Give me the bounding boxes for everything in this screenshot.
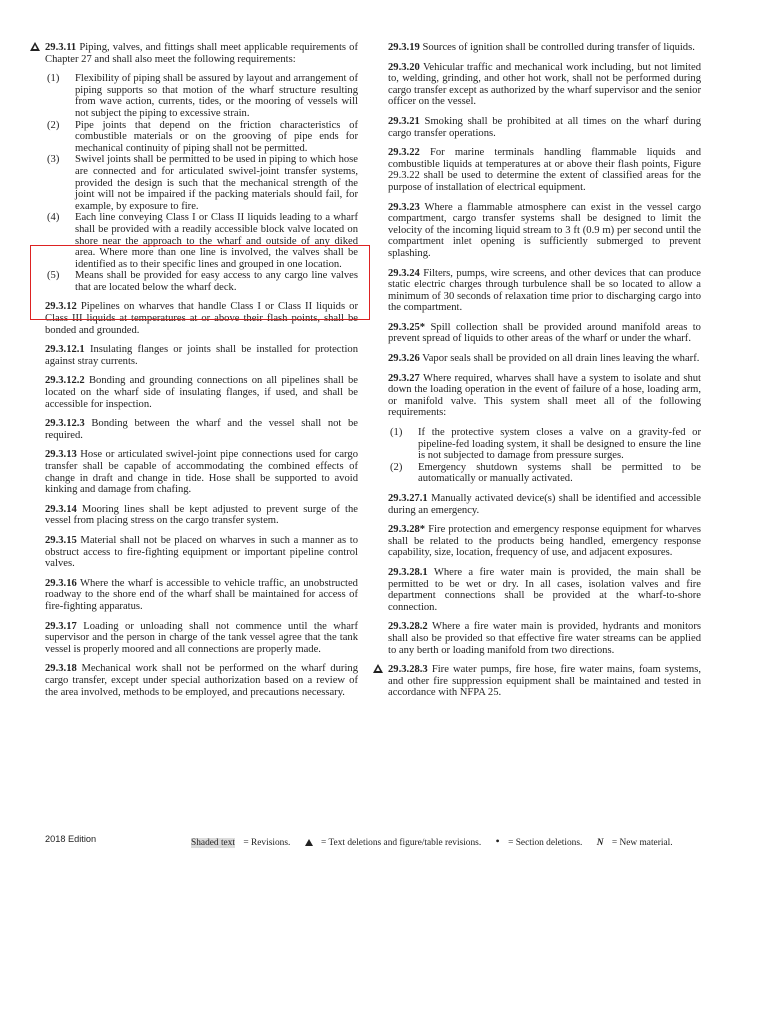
section-paragraph [388,493,701,516]
section-paragraph [45,449,358,495]
section-paragraph [45,42,358,65]
section-number: 29.3.28.1 [388,566,428,578]
section-number: 29.3.12.2 [45,375,85,387]
shaded-desc: = Revisions. [241,838,291,848]
section-number: 29.3.24 [388,267,420,279]
list-item-text: Each line conveying Class I or Class II liquids leading to a wharf shall be provided with a readily accessible block valve located on shore near the approach to the wharf and outside of any diked area. Where more than one line is involved, the valves shall be identified as to their specific lines and grouped in one location. [75,212,358,270]
list-item-text: Emergency shutdown systems shall be permitted to be automatically or manually activated. [418,461,701,485]
section-text: Piping, valves, and fittings shall meet applicable requirements of Chapter 27 and shall also meet the following requirements: [45,42,358,65]
section-paragraph [388,268,701,314]
list-item-number: (1) [390,427,403,439]
highlight-box [30,245,370,320]
section-paragraph [45,375,358,410]
section-text: Mechanical work shall not be performed on the wharf during cargo transfer, except under special authorization based on a review of the area involved, methods to be employed, and precautions necessary. [45,663,358,698]
section-paragraph [45,504,358,527]
section-text: Material shall not be placed on wharves in such a manner as to obstruct access to fire-fighting equipment or important pipeline control valves. [45,534,358,570]
section-text: Where required, wharves shall have a system to isolate and shut down the loading operation in the event of failure of a hose, loading arm, or manifold valve. This system shall meet all of the following requirements: [388,372,701,419]
section-text: Hose or articulated swivel-joint pipe connections used for cargo transfer shall be capable of accommodating the combined effects of change in draft and change in tide. Hose shall be supported to avoid kinking and damage from chafing. [45,449,358,496]
revision-legend [191,834,685,849]
list-item-number: (2) [47,119,60,131]
section-number: 29.3.21 [388,115,420,127]
section-text: Mooring lines shall be kept adjusted to prevent surge of the vessel from placing stress on the cargo transfer system. [45,503,358,527]
section-number: 29.3.27 [388,372,420,384]
section-number: 29.3.26 [388,353,420,365]
section-text: Filters, pumps, wire screens, and other devices that can produce static electric charges through turbulence shall be so located to allow a minimum of 30 seconds of relaxation time prior to discharging cargo into the compartment. [388,267,701,314]
section-paragraph [388,42,701,54]
section-paragraph [388,373,701,419]
section-text: Sources of ignition shall be controlled during transfer of liquids. [422,42,695,53]
section-text: For marine terminals handling flammable liquids and combustible liquids at temperatures at or above their flash points, Figure 29.3.22 shall be used to determine the extent of classified areas for the purpose of installation of electrical equipment. [388,147,701,193]
section-number: 29.3.19 [388,42,420,53]
bullet-desc: = Section deletions. [505,838,583,848]
list-item-text: Pipe joints that depend on the friction characteristics of combustible materials or on the grooving of pipe ends for mechanical continuity of piping shall not be permitted. [75,119,358,154]
section-number: 29.3.25* [388,321,426,333]
section-number: 29.3.12 [45,301,77,313]
section-number: 29.3.27.1 [388,493,428,504]
section-text: Vapor seals shall be provided on all drain lines leaving the wharf. [422,353,700,365]
section-text: Where a fire water main is provided, hydrants and monitors shall also be provided so that effective fire water streams can be applied to any berth or loading manifold from two directions. [388,621,701,656]
new-material-icon: N [596,838,604,848]
section-paragraph [45,663,358,698]
section-text: Pipelines on wharves that handle Class I or Class II liquids or Class III liquids at temperatures at or above their flash points, shall be bonded and grounded. [45,301,358,336]
list-item-text: Swivel joints shall be permitted to be used in piping to which hose are connected and for articulated swivel-joint transfer systems, provided the design is such that the mechanical strength of the joint will not be impaired if the packing materials should fail, for example, by exposure to fire. [75,154,358,212]
section-paragraph [388,62,701,108]
list-item-number: (5) [47,270,60,282]
right-column [388,42,701,707]
section-number: 29.3.13 [45,449,77,461]
section-number: 29.3.18 [45,663,77,675]
list-item-number: (2) [390,461,403,473]
section-text: Fire protection and emergency response equipment for wharves shall be related to the products being handled, emergency response capability, size, location, frequency of use, and adjacent exposures. [388,524,702,559]
shaded-text-sample: Shaded text [191,838,236,848]
list-item-number: (1) [47,73,60,85]
section-number: 29.3.15 [45,534,77,546]
section-number: 29.3.28.3 [388,664,428,676]
section-paragraph [45,535,358,570]
section-paragraph [388,322,701,345]
section-paragraph [45,621,358,656]
list-item-number: (4) [47,212,60,224]
list-item [45,154,358,212]
section-number: 29.3.20 [388,61,420,73]
list-item [45,73,358,119]
section-number: 29.3.16 [45,577,77,589]
section-text: Insulating flanges or joints shall be installed for protection against stray currents. [45,344,358,367]
section-number: 29.3.17 [45,620,77,632]
section-paragraph [388,567,701,613]
list-item [45,120,358,155]
section-text: Spill collection shall be provided around manifold areas to prevent spread of liquids to other areas of the wharf or under the wharf. [388,321,701,345]
section-number: 29.3.23 [388,201,420,213]
left-column [45,42,358,706]
list-item-number: (3) [47,154,60,166]
revision-delta-icon [373,664,383,677]
section-text: Loading or unloading shall not commence until the wharf supervisor and the person in charge of the tank vessel agree that the tank vessel is properly moored and all connections are properly made. [45,620,358,655]
section-text: Fire water pumps, fire hose, fire water mains, foam systems, and other fire suppression equipment shall be maintained and tested in accordance with NFPA 25. [388,664,701,699]
list-item-text: If the protective system closes a valve on a gravity-fed or pipeline-fed loading system, it shall be designed to ensure the line is not subjected to damage from pressure surges. [418,427,701,462]
section-number: 29.3.12.3 [45,418,85,430]
section-paragraph [388,353,701,365]
delta-icon [305,839,313,846]
list-item-text: Flexibility of piping shall be assured by layout and arrangement of piping supports so that motion of the wharf structure resulting from wave action, currents, tides, or the mooring of vessels will not subject the piping to excessive strain. [75,73,358,119]
section-text: Where a flammable atmosphere can exist in the vessel cargo compartment, cargo transfer systems shall be designed to limit the velocity of the incoming liquid stream to 3 ft (0.9 m) per second until the compartment inlet opening is sufficiently submerged to prevent splashing. [388,201,701,259]
section-number: 29.3.14 [45,503,77,515]
section-text: Smoking shall be prohibited at all times on the wharf during cargo transfer operations. [388,115,701,139]
section-paragraph [388,621,701,656]
n-desc: = New material. [609,838,673,848]
list-item [388,427,701,462]
section-text: Where a fire water main is provided, the main shall be permitted to be wet or dry. In all cases, isolation valves and fire department connections shall be provided at the wharf-to-shore connection. [388,566,701,613]
section-paragraph [388,524,701,559]
section-paragraph [45,418,358,441]
list-item-text: Means shall be provided for easy access to any cargo line valves that are located below the wharf deck. [75,270,358,293]
section-number: 29.3.22 [388,147,420,159]
section-text: Bonding between the wharf and the vessel shall not be required. [45,418,358,441]
section-text: Manually activated device(s) shall be identified and accessible during an emergency. [388,493,702,516]
section-paragraph [388,147,701,193]
section-paragraph [388,202,701,260]
section-paragraph [45,578,358,613]
section-number: 29.3.12.1 [45,344,85,356]
edition-label: 2018 Edition [45,834,97,844]
delta-desc: = Text deletions and figure/table revisions. [318,838,482,848]
section-text: Where the wharf is accessible to vehicle traffic, an unobstructed roadway to the shore end of the wharf shall be maintained for access of fire-fighting apparatus. [45,577,358,612]
revision-delta-icon [30,42,40,55]
section-paragraph [45,344,358,367]
section-number: 29.3.11 [45,42,77,53]
requirement-list [388,427,701,485]
section-number: 29.3.28.2 [388,621,428,633]
section-text: Vehicular traffic and mechanical work including, but not limited to, welding, grinding, and other hot work, shall not be performed during cargo transfer except as authorized by the wharf supervisor and the senior officer on the vessel. [388,61,701,108]
section-paragraph [388,664,701,699]
section-number: 29.3.28* [388,524,426,536]
bullet-icon: • [495,834,500,848]
list-item [388,462,701,485]
section-text: Bonding and grounding connections on all pipelines shall be located on the wharf side of insulating flanges, if used, and shall be accessible for inspection. [45,375,359,410]
section-paragraph [388,116,701,139]
